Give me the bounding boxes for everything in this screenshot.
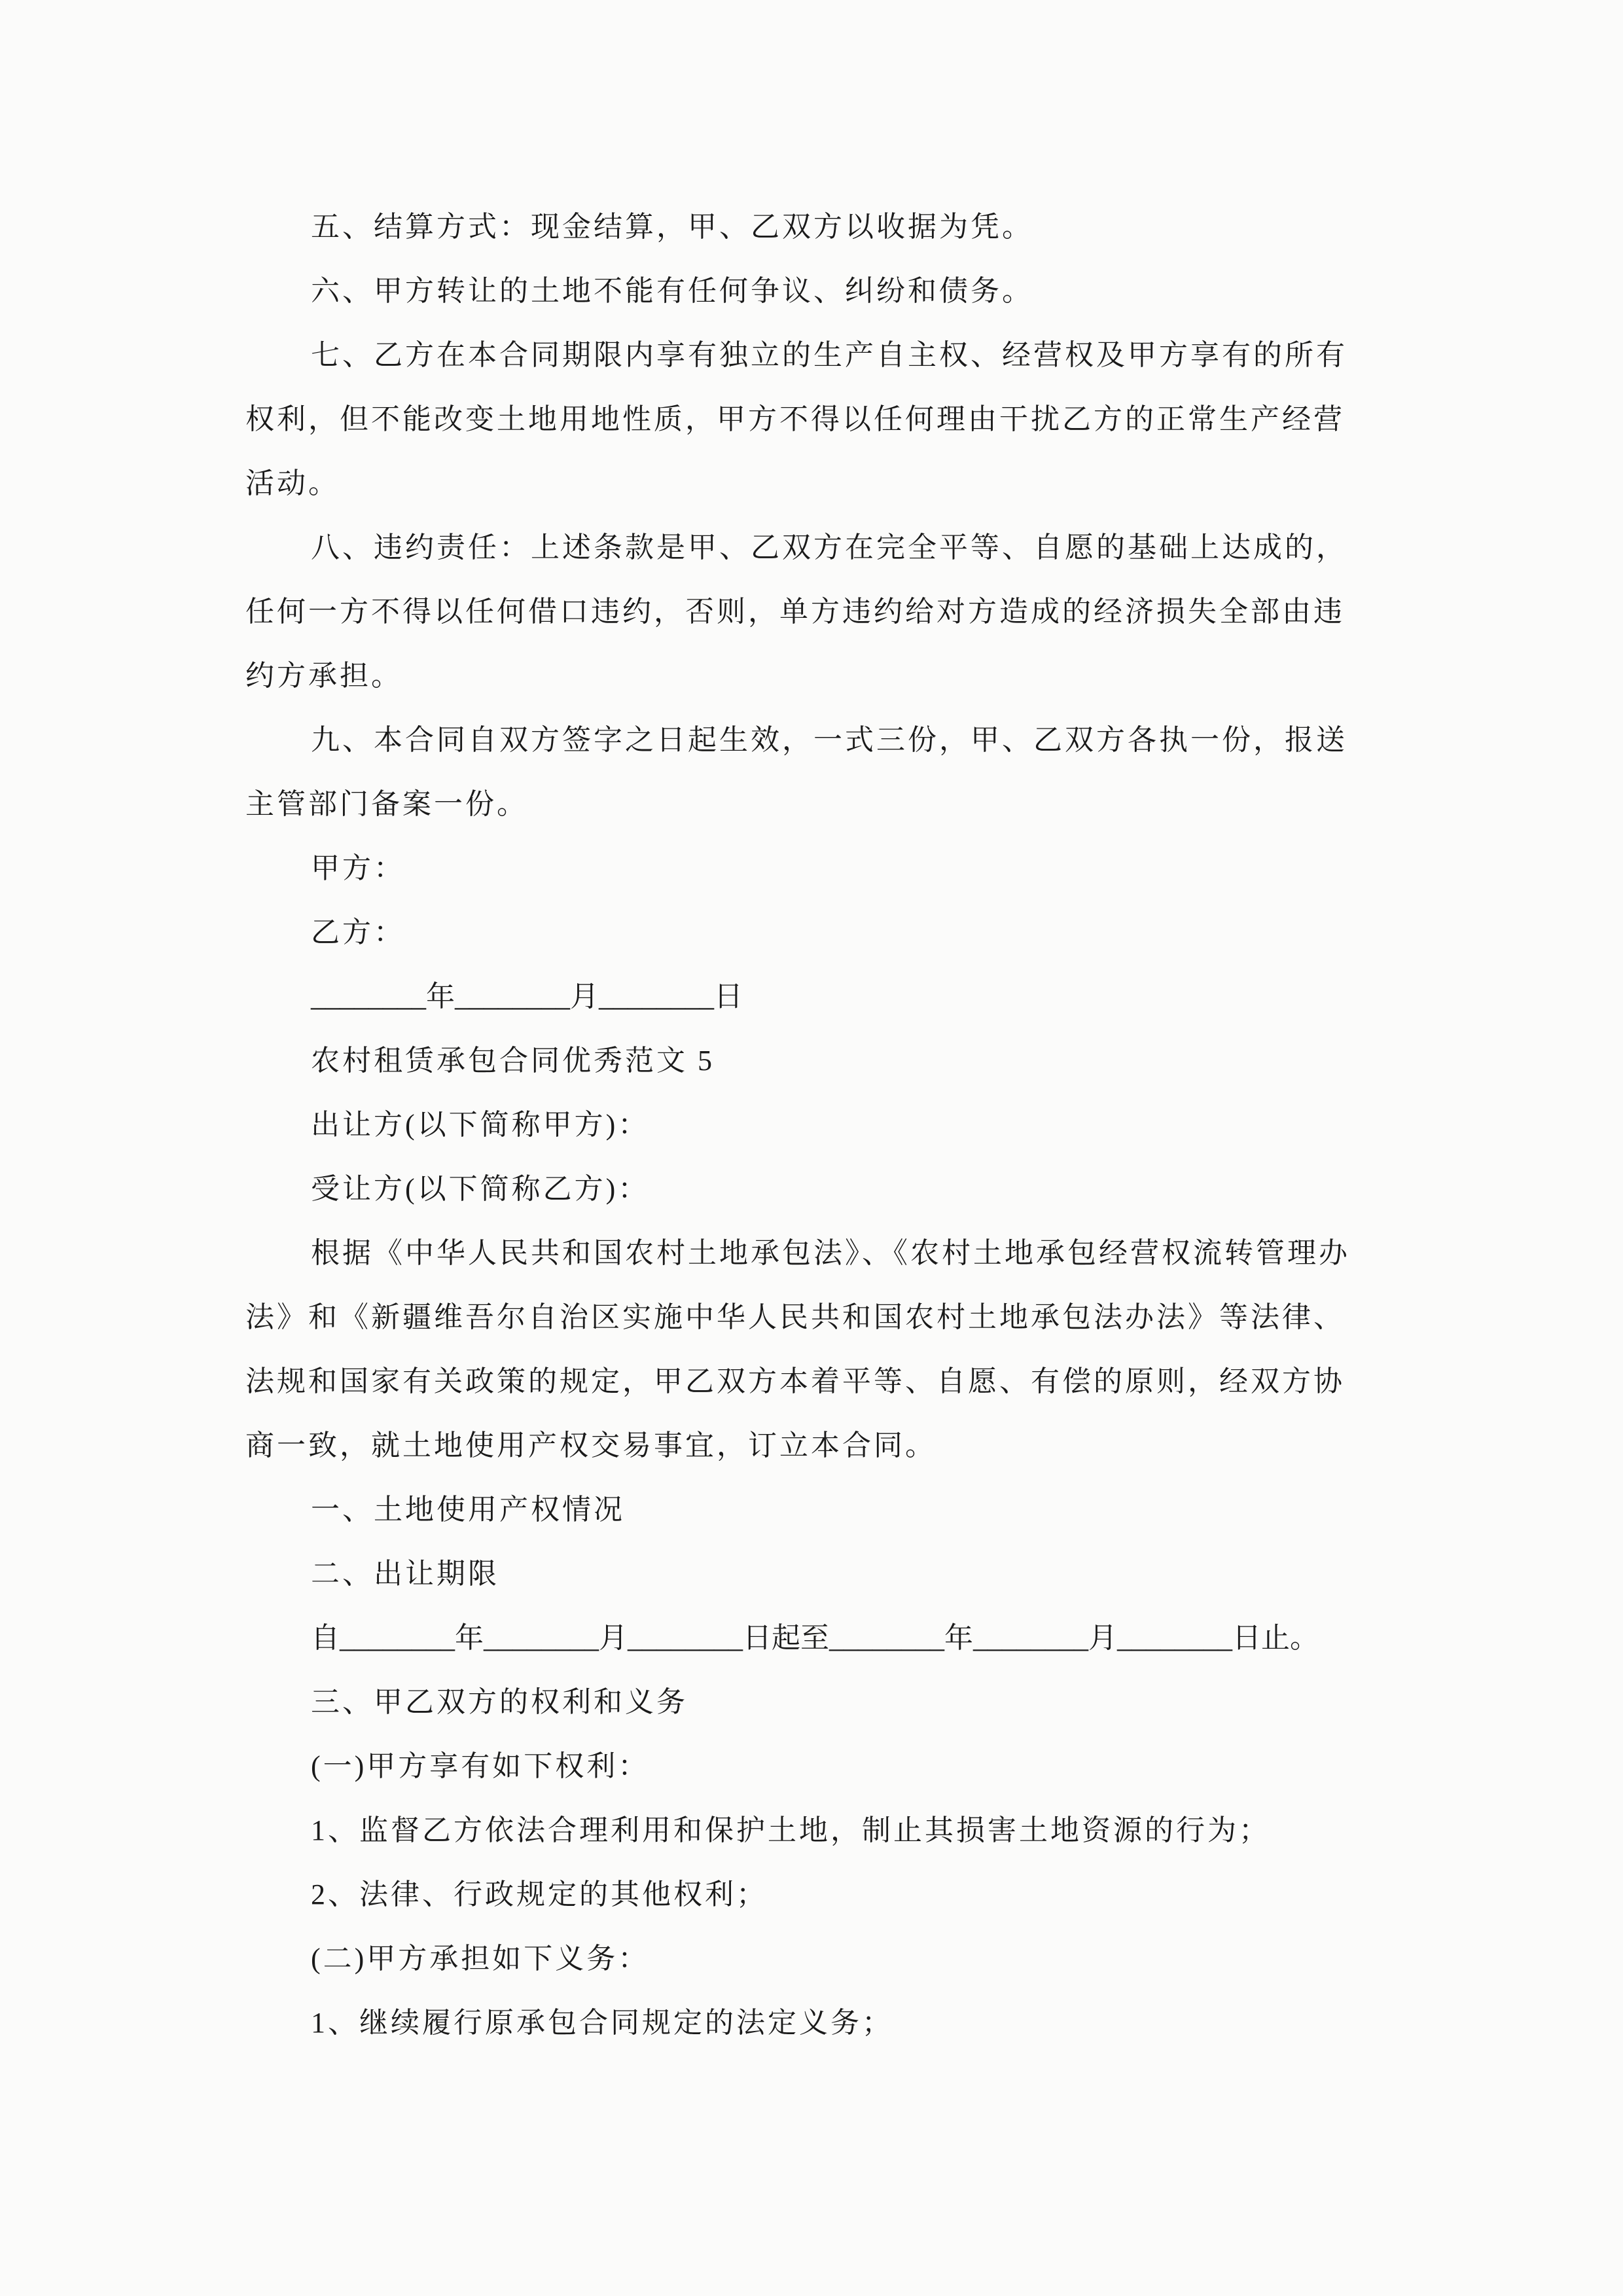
text-line: ________年________月________日	[311, 980, 743, 1013]
text-line: 根据《中华人民共和国农村土地承包法》、《农村土地承包经营权流转管理办	[311, 1237, 1350, 1269]
text-line: 八、违约责任：上述条款是甲、乙双方在完全平等、自愿的基础上达成的，	[311, 531, 1347, 564]
text-line: 法》和《新疆维吾尔自治区实施中华人民共和国农村土地承包法办法》等法律、	[245, 1301, 1345, 1333]
text-line: 乙方：	[311, 916, 405, 948]
text-line: (二)甲方承担如下义务：	[311, 1943, 650, 1975]
text-line: 商一致，就土地使用产权交易事宜，订立本合同。	[245, 1429, 936, 1462]
text-line: 活动。	[245, 467, 340, 499]
text-line: 出让方(以下简称甲方)：	[311, 1109, 650, 1141]
text-line: 五、结算方式：现金结算，甲、乙双方以收据为凭。	[311, 211, 1033, 243]
text-line: 农村租赁承包合同优秀范文 5	[311, 1045, 715, 1077]
text-line: 主管部门备案一份。	[245, 788, 528, 820]
text-line: 七、乙方在本合同期限内享有独立的生产自主权、经营权及甲方享有的所有	[311, 339, 1347, 371]
text-line: 一、土地使用产权情况	[311, 1494, 625, 1526]
text-line: 法规和国家有关政策的规定，甲乙双方本着平等、自愿、有偿的原则，经双方协	[245, 1365, 1345, 1397]
text-line: 任何一方不得以任何借口违约，否则，单方违约给对方造成的经济损失全部由违	[245, 596, 1345, 628]
text-line: 权利，但不能改变土地用地性质，甲方不得以任何理由干扰乙方的正常生产经营	[245, 403, 1345, 435]
text-line: (一)甲方享有如下权利：	[311, 1750, 650, 1782]
text-line: 二、出让期限	[311, 1558, 499, 1590]
text-line: 甲方：	[311, 852, 405, 884]
document-body	[245, 195, 1400, 2055]
text-line: 1、监督乙方依法合理利用和保护土地，制止其损害土地资源的行为；	[311, 1814, 1270, 1846]
text-line: 三、甲乙双方的权利和义务	[311, 1686, 688, 1718]
text-line: 约方承担。	[245, 660, 402, 692]
text-line: 九、本合同自双方签字之日起生效，一式三份，甲、乙双方各执一份，报送	[311, 724, 1347, 756]
text-line: 自________年________月________日起至________年________月________日止。	[311, 1622, 1319, 1654]
text-line: 2、法律、行政规定的其他权利；	[311, 1878, 768, 1910]
text-line: 受让方(以下简称乙方)：	[311, 1173, 650, 1205]
text-line: 六、甲方转让的土地不能有任何争议、纠纷和债务。	[311, 275, 1033, 307]
text-line: 1、继续履行原承包合同规定的法定义务；	[311, 2007, 893, 2039]
